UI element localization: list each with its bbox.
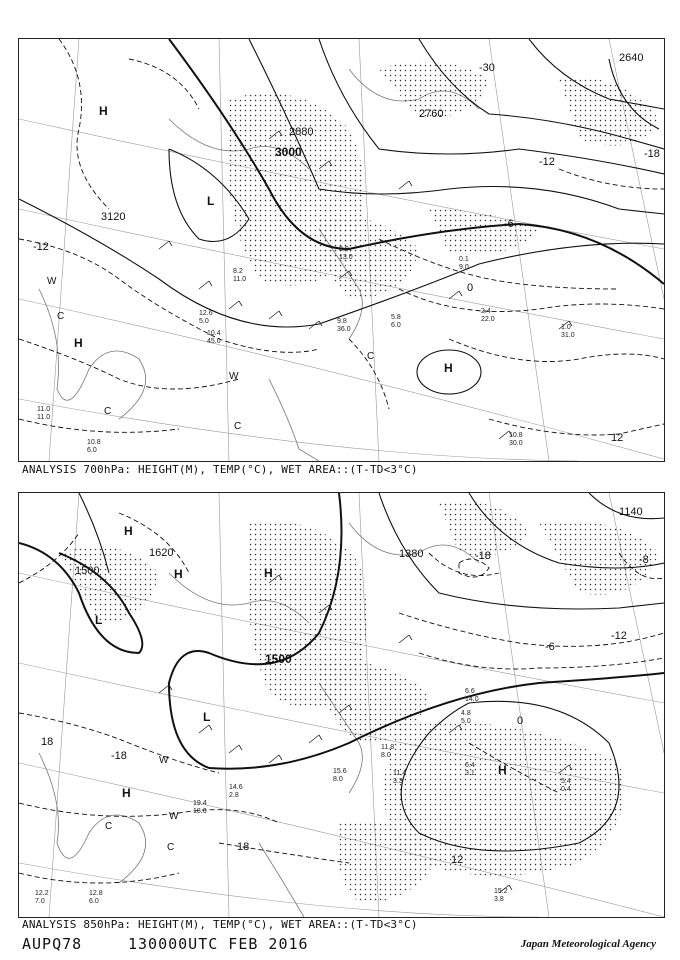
station-temp: 4.8	[461, 710, 471, 717]
station-temp: 11.0	[37, 406, 51, 413]
high-pressure-marker: H	[124, 524, 133, 538]
station-temp: 0.1	[459, 256, 469, 263]
temp-label: 0	[517, 715, 524, 727]
station-dewpoint: 18.0	[193, 808, 207, 815]
station-dewpoint: 31.0	[561, 332, 575, 339]
height-label: 1500	[75, 565, 100, 577]
station-temp: 12.8	[89, 890, 103, 897]
station-temp: 6.4	[465, 762, 475, 769]
height-label: 3000	[275, 145, 302, 159]
temp-label: -18	[111, 750, 127, 762]
station-temp: 10.4	[207, 330, 221, 337]
map-850hpa	[18, 492, 665, 918]
station-temp: 19.4	[193, 800, 207, 807]
cold-marker: C	[234, 421, 242, 432]
cold-marker: C	[367, 351, 375, 362]
station-dewpoint: 9.0	[459, 264, 469, 271]
height-label: 1620	[149, 547, 174, 559]
station-dewpoint: 45.0	[207, 338, 221, 345]
temp-label: -30	[479, 62, 495, 74]
station-dewpoint: 6.0	[87, 447, 97, 454]
station-dewpoint: 8.0	[381, 752, 391, 759]
cold-marker: C	[167, 842, 175, 853]
map-700hpa	[18, 38, 665, 462]
high-pressure-marker: H	[264, 566, 273, 580]
chart-code: AUPQ78	[22, 935, 83, 953]
station-dewpoint: 6.0	[391, 322, 401, 329]
temp-label: -18	[475, 550, 491, 562]
station-dewpoint: 6.0	[89, 898, 99, 905]
temp-label: -12	[33, 241, 49, 253]
height-label: 1380	[399, 548, 424, 560]
station-dewpoint: 0.4	[561, 786, 571, 793]
warm-marker: W	[47, 276, 57, 287]
temp-label: 18	[237, 841, 250, 853]
height-label: 1140	[619, 506, 643, 518]
high-pressure-marker: H	[174, 567, 183, 581]
height-label: 2760	[419, 108, 444, 120]
cold-marker: C	[105, 821, 113, 832]
station-temp: 10.8	[509, 432, 523, 439]
station-temp: 14.6	[229, 784, 243, 791]
station-temp: 15.2	[494, 888, 508, 895]
station-temp: 3.0	[339, 246, 349, 253]
station-temp: 8.2	[233, 268, 243, 275]
station-dewpoint: 36.0	[337, 326, 351, 333]
map-700hpa-canvas	[19, 39, 664, 461]
high-pressure-marker: H	[498, 763, 507, 777]
cold-marker: C	[104, 406, 112, 417]
temp-label: -12	[539, 156, 555, 168]
warm-cold-labels	[105, 755, 179, 853]
low-pressure-marker: L	[95, 613, 103, 627]
height-label: 2640	[619, 52, 644, 64]
warm-marker: W	[169, 811, 179, 822]
temp-label: -8	[639, 554, 649, 566]
station-dewpoint: 22.0	[481, 316, 495, 323]
station-dewpoint: 8.0	[333, 776, 343, 783]
station-dewpoint: 3.1	[465, 770, 475, 777]
height-label: 2880	[289, 126, 314, 138]
station-temp: 2.4	[481, 308, 491, 315]
station-temp: 5.4	[561, 778, 571, 785]
high-pressure-marker: H	[444, 361, 453, 375]
station-dewpoint: 13.0	[339, 254, 353, 261]
temp-label: -6	[504, 218, 514, 230]
low-pressure-marker: L	[203, 710, 211, 724]
station-dewpoint: 7.0	[35, 898, 45, 905]
warm-cold-labels	[47, 276, 374, 432]
warm-marker: W	[229, 371, 239, 382]
station-dewpoint: 30.0	[509, 440, 523, 447]
caption-700hpa: ANALYSIS 700hPa: HEIGHT(M), TEMP(°C), WET AREA::(T-TD<3°C)	[22, 463, 418, 476]
station-temp: 15.6	[333, 768, 347, 775]
temp-label: 12	[611, 432, 624, 444]
high-pressure-marker: H	[99, 104, 108, 118]
station-temp: 10.8	[87, 439, 101, 446]
low-pressure-marker: L	[207, 194, 215, 208]
station-temp: 9.8	[337, 318, 347, 325]
station-temp: 11.4	[393, 770, 407, 777]
station-dewpoint: 11.0	[37, 414, 51, 421]
station-dewpoint: 11.0	[233, 276, 247, 283]
high-pressure-marker: H	[74, 336, 83, 350]
warm-marker: W	[159, 755, 169, 766]
map-850hpa-canvas	[19, 493, 664, 917]
station-temp: 12.6	[199, 310, 213, 317]
station-dewpoint: 5.0	[199, 318, 209, 325]
station-dewpoint: 14.0	[465, 696, 479, 703]
temp-label: -12	[611, 630, 627, 642]
height-label: 3120	[101, 211, 126, 223]
station-dewpoint: 5.0	[461, 718, 471, 725]
cold-marker: C	[57, 311, 65, 322]
high-pressure-marker: H	[122, 786, 131, 800]
station-dewpoint: 3.8	[494, 896, 504, 903]
station-temp: 5.8	[391, 314, 401, 321]
height-label: 1500	[265, 652, 292, 666]
station-dewpoint: 3.3	[393, 778, 403, 785]
temp-label: 18	[41, 736, 54, 748]
agency-credit: Japan Meteorological Agency	[520, 938, 656, 950]
station-temp: 11.8	[381, 744, 395, 751]
height-labels	[101, 52, 643, 223]
station-dewpoint: 2.8	[229, 792, 239, 799]
station-temp: 1.0	[561, 324, 571, 331]
temp-label: -18	[644, 148, 660, 160]
station-temp: 6.6	[465, 688, 475, 695]
caption-850hpa: ANALYSIS 850hPa: HEIGHT(M), TEMP(°C), WET AREA::(T-TD<3°C)	[22, 918, 418, 931]
temp-label: 12	[451, 854, 464, 866]
station-temp: 12.2	[35, 890, 49, 897]
wet-areas	[59, 501, 659, 903]
temp-label: -6	[545, 641, 555, 653]
valid-time: 130000UTC FEB 2016	[128, 935, 309, 953]
temp-label: 0	[467, 282, 474, 294]
